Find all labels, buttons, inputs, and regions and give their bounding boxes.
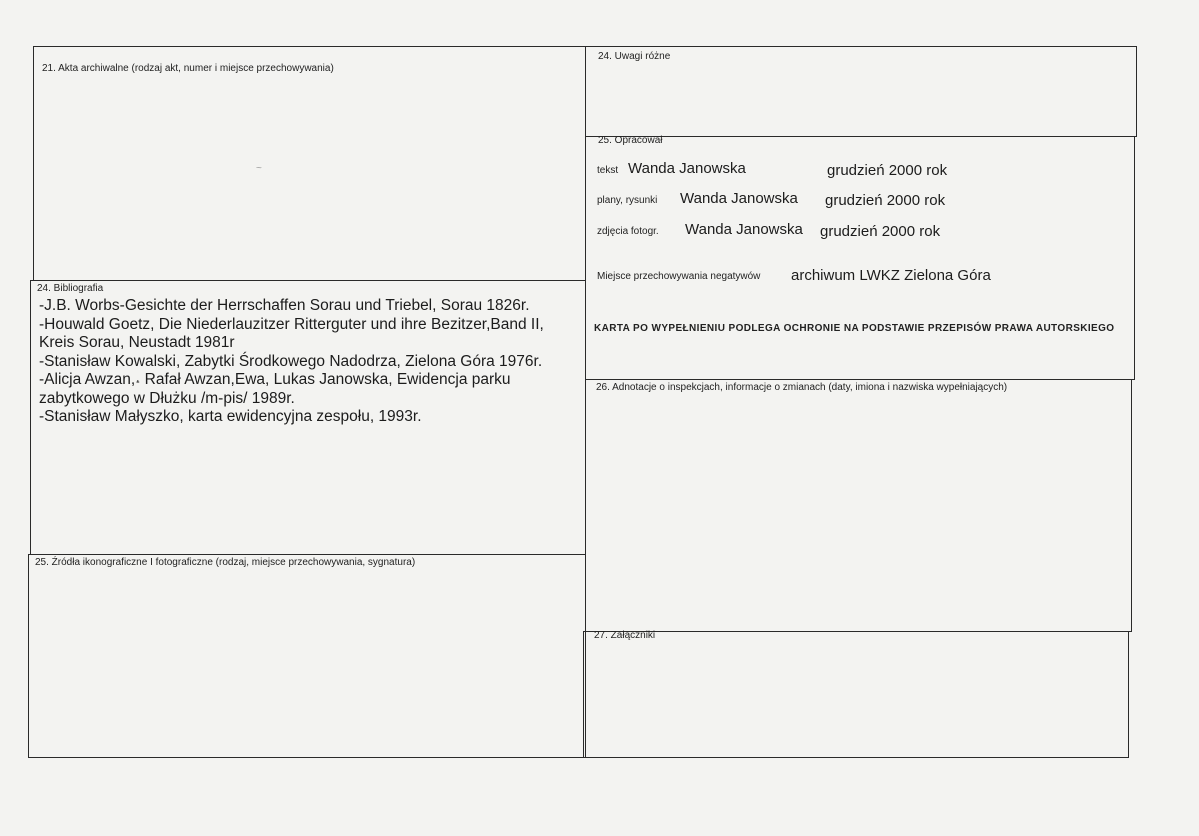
photos-author-label: zdjęcia fotogr.: [597, 226, 659, 237]
section-26-inspection-notes: [585, 379, 1132, 632]
bibliography-entry: -Houwald Goetz, Die Niederlauzitzer Ritterguter und ihre Bezitzer,Band II, Kreis Sorau, Neustadt 1981r: [39, 315, 544, 351]
pencil-mark: ~: [256, 163, 262, 174]
photos-author-name: Wanda Janowska: [685, 221, 803, 238]
negatives-location-value: archiwum LWKZ Zielona Góra: [791, 267, 991, 284]
section-27-attachments: [583, 631, 1129, 758]
section-24-remarks-label: 24. Uwagi różne: [598, 51, 671, 62]
section-26-label: 26. Adnotacje o inspekcjach, informacje o zmianach (daty, imiona i nazwiska wypełniających): [596, 382, 1008, 393]
bibliography-entry: -J.B. Worbs-Gesichte der Herrschaffen Sorau und Triebel, Sorau 1826r.: [39, 297, 530, 314]
drawings-author-name: Wanda Janowska: [680, 190, 798, 207]
section-24-bibliography: [30, 280, 586, 555]
text-author-label: tekst: [597, 165, 619, 176]
section-25-sources-label: 25. Źródła ikonograficzne I fotograficzne (rodzaj, miejsce przechowywania, sygnatura): [35, 557, 416, 568]
bibliography-entry: -Stanisław Małyszko, karta ewidencyjna zespołu, 1993r.: [39, 408, 422, 425]
section-25-prepared-by: [585, 136, 1135, 380]
section-27-label: 27. Załączniki: [594, 630, 656, 641]
section-24-remarks: [585, 46, 1137, 137]
section-21-archival-records: [33, 46, 586, 281]
negatives-location-label: Miejsce przechowywania negatywów: [597, 271, 761, 282]
drawings-author-label: plany, rysunki: [597, 195, 658, 206]
photos-author-date: grudzień 2000 rok: [820, 223, 941, 240]
section-25-prepared-label: 25. Opracował: [598, 135, 663, 146]
bibliography-entry: -Stanisław Kowalski, Zabytki Środkowego Nadodrza, Zielona Góra 1976r.: [39, 352, 543, 370]
text-author-date: grudzień 2000 rok: [827, 162, 948, 179]
bibliography-entry: -Alicja Awzan,˔ Rafał Awzan,Ewa, Lukas Janowska, Ewidencja parku zabytkowego w Dłużku /m-pis/ 1989r.: [39, 371, 511, 407]
text-author-name: Wanda Janowska: [628, 160, 746, 177]
drawings-author-date: grudzień 2000 rok: [825, 192, 946, 209]
bibliography-list: [39, 297, 579, 427]
copyright-notice: KARTA PO WYPEŁNIENIU PODLEGA OCHRONIE NA PODSTAWIE PRZEPISÓW PRAWA AUTORSKIEGO: [594, 323, 1115, 334]
section-25-iconographic-sources: [28, 554, 586, 758]
section-21-label: 21. Akta archiwalne (rodzaj akt, numer i miejsce przechowywania): [42, 63, 334, 74]
section-24-label: 24. Bibliografia: [37, 283, 104, 294]
